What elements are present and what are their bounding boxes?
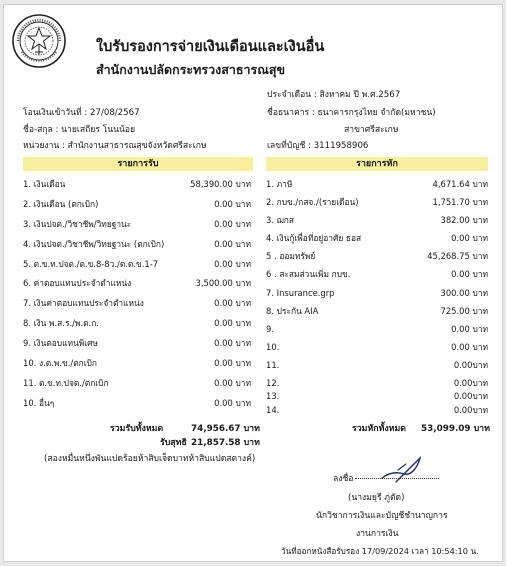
- signer-position: นักวิชาการเงินและบัญชีชำนาญการ: [316, 511, 448, 521]
- deduction-row: 12. 0.00บาท: [266, 378, 488, 389]
- ministry-seal-logo: [12, 14, 66, 68]
- income-row: 9. เงินตอบแทนพิเศษ 0.00 บาท: [23, 338, 251, 349]
- employee-name: ชื่อ-สกุล : นายเสถียร โนนน้อย: [23, 125, 136, 135]
- deduction-row: 14. 0.00บาท: [266, 404, 488, 415]
- net-pay-in-words: (สองหมื่นหนึ่งพันแปดร้อยห้าสิบเจ็ดบาทห้าสิบแปดสตางค์): [44, 454, 256, 464]
- handwritten-signature: [378, 452, 426, 486]
- income-row: 10. ง.ต.พ.ข./ตกเบิก 0.00 บาท: [23, 358, 251, 369]
- deduction-row: 1. ภาษี 4,671.64 บาท: [266, 179, 488, 189]
- income-row: 5. ต.ข.ท.ปจต./ต.ข.8-8ว./ต.ต.ข.1-7 0.00 บาท: [23, 258, 251, 269]
- deduction-total-value: 53,099.09 บาท: [421, 424, 490, 434]
- certificate-page: [3, 4, 503, 562]
- income-header: รายการรับ: [23, 157, 253, 171]
- income-row: 4. เงินปจต./วิชาชีพ/วิทยฐานะ (ตกเบิก) 0.00 บาท: [23, 238, 251, 249]
- income-row: 3. เงินปจต./วิชาชีพ/วิทยฐานะ 0.00 บาท: [23, 218, 251, 229]
- signer-department: งานการเงิน: [356, 529, 399, 539]
- deduction-row: 5 . ออมทรัพย์ 45,268.75 บาท: [266, 251, 488, 262]
- issue-timestamp: วันที่ออกหนังสือรับรอง 17/09/2024 เวลา 10:54:10 น.: [281, 546, 479, 556]
- net-pay-value: 21,857.58 บาท: [191, 438, 260, 448]
- income-row: 1. เงินเดือน 58,390.00 บาท: [23, 179, 251, 189]
- income-row: 7. เงินค่าตอบแทนประจำตำแหน่ง 0.00 บาท: [23, 298, 251, 309]
- pay-period: ประจำเดือน : สิงหาคม ปี พ.ศ.2567: [267, 90, 401, 100]
- net-pay-label: รับสุทธิ: [160, 438, 187, 448]
- organization-name: สำนักงานปลัดกระทรวงสาธารณสุข: [96, 62, 285, 77]
- deduction-row: 7. Insurance.grp 300.00 บาท: [266, 287, 488, 298]
- transfer-date: โอนเงินเข้าวันที่ : 27/08/2567: [23, 108, 140, 118]
- deduction-row: 3. ฌกส 382.00 บาท: [266, 215, 488, 226]
- deduction-row: 9. 0.00 บาท: [266, 323, 488, 334]
- income-row: 8. เงิน พ.ส.ร./พ.ต.ก. 0.00 บาท: [23, 318, 251, 329]
- deduction-list: [266, 177, 488, 416]
- deduction-row: 2. กบข./กสจ./(รายเดือน) 1,751.70 บาท: [266, 197, 488, 208]
- bank-branch: สาขาศรีสะเกษ: [344, 125, 399, 135]
- income-row: 10. อื่นๆ 0.00 บาท: [23, 397, 251, 408]
- income-row: 6. ค่าตอบแทนประจำตำแหน่ง 3,500.00 บาท: [23, 278, 251, 289]
- deduction-row: 4. เงินกู้เพื่อที่อยู่อาศัย ธอส 0.00 บาท: [266, 233, 488, 244]
- deduction-row: 13. 0.00บาท: [266, 391, 488, 402]
- document-title: ใบรับรองการจ่ายเงินเดือนและเงินอื่น: [96, 39, 325, 55]
- account-number: เลขที่บัญชี : 3111958906: [267, 141, 369, 151]
- deduction-total-label: รวมหักทั้งหมด: [352, 424, 406, 434]
- income-row: 2. เงินเดือน (ตกเบิก) 0.00 บาท: [23, 198, 251, 209]
- deduction-row: 10. 0.00 บาท: [266, 341, 488, 352]
- signer-name: (นางมยุรี ภู่ตัด): [348, 493, 405, 503]
- bank-name: ชื่อธนาคาร : ธนาคารกรุงไทย จำกัด(มหาชน): [267, 108, 436, 118]
- income-list: [23, 177, 251, 416]
- deduction-row: 11. 0.00บาท: [266, 359, 488, 370]
- sign-label: ลงชื่อ: [333, 474, 354, 484]
- income-total-label: รวมรับทั้งหมด: [110, 424, 164, 434]
- deduction-row: 8. ประกัน AIA 725.00 บาท: [266, 305, 488, 316]
- deduction-header: รายการหัก: [266, 157, 488, 171]
- work-unit: หน่วยงาน : สำนักงานสาธารณสุขจังหวัดศรีสะเกษ: [23, 141, 207, 151]
- income-total-value: 74,956.67 บาท: [191, 424, 260, 434]
- deduction-row: 6 . สะสมส่วนเพิ่ม กบข. 0.00 บาท: [266, 269, 488, 280]
- income-row: 11. ต.ข.ท.ปจต./ตกเบิก 0.00 บาท: [23, 377, 251, 388]
